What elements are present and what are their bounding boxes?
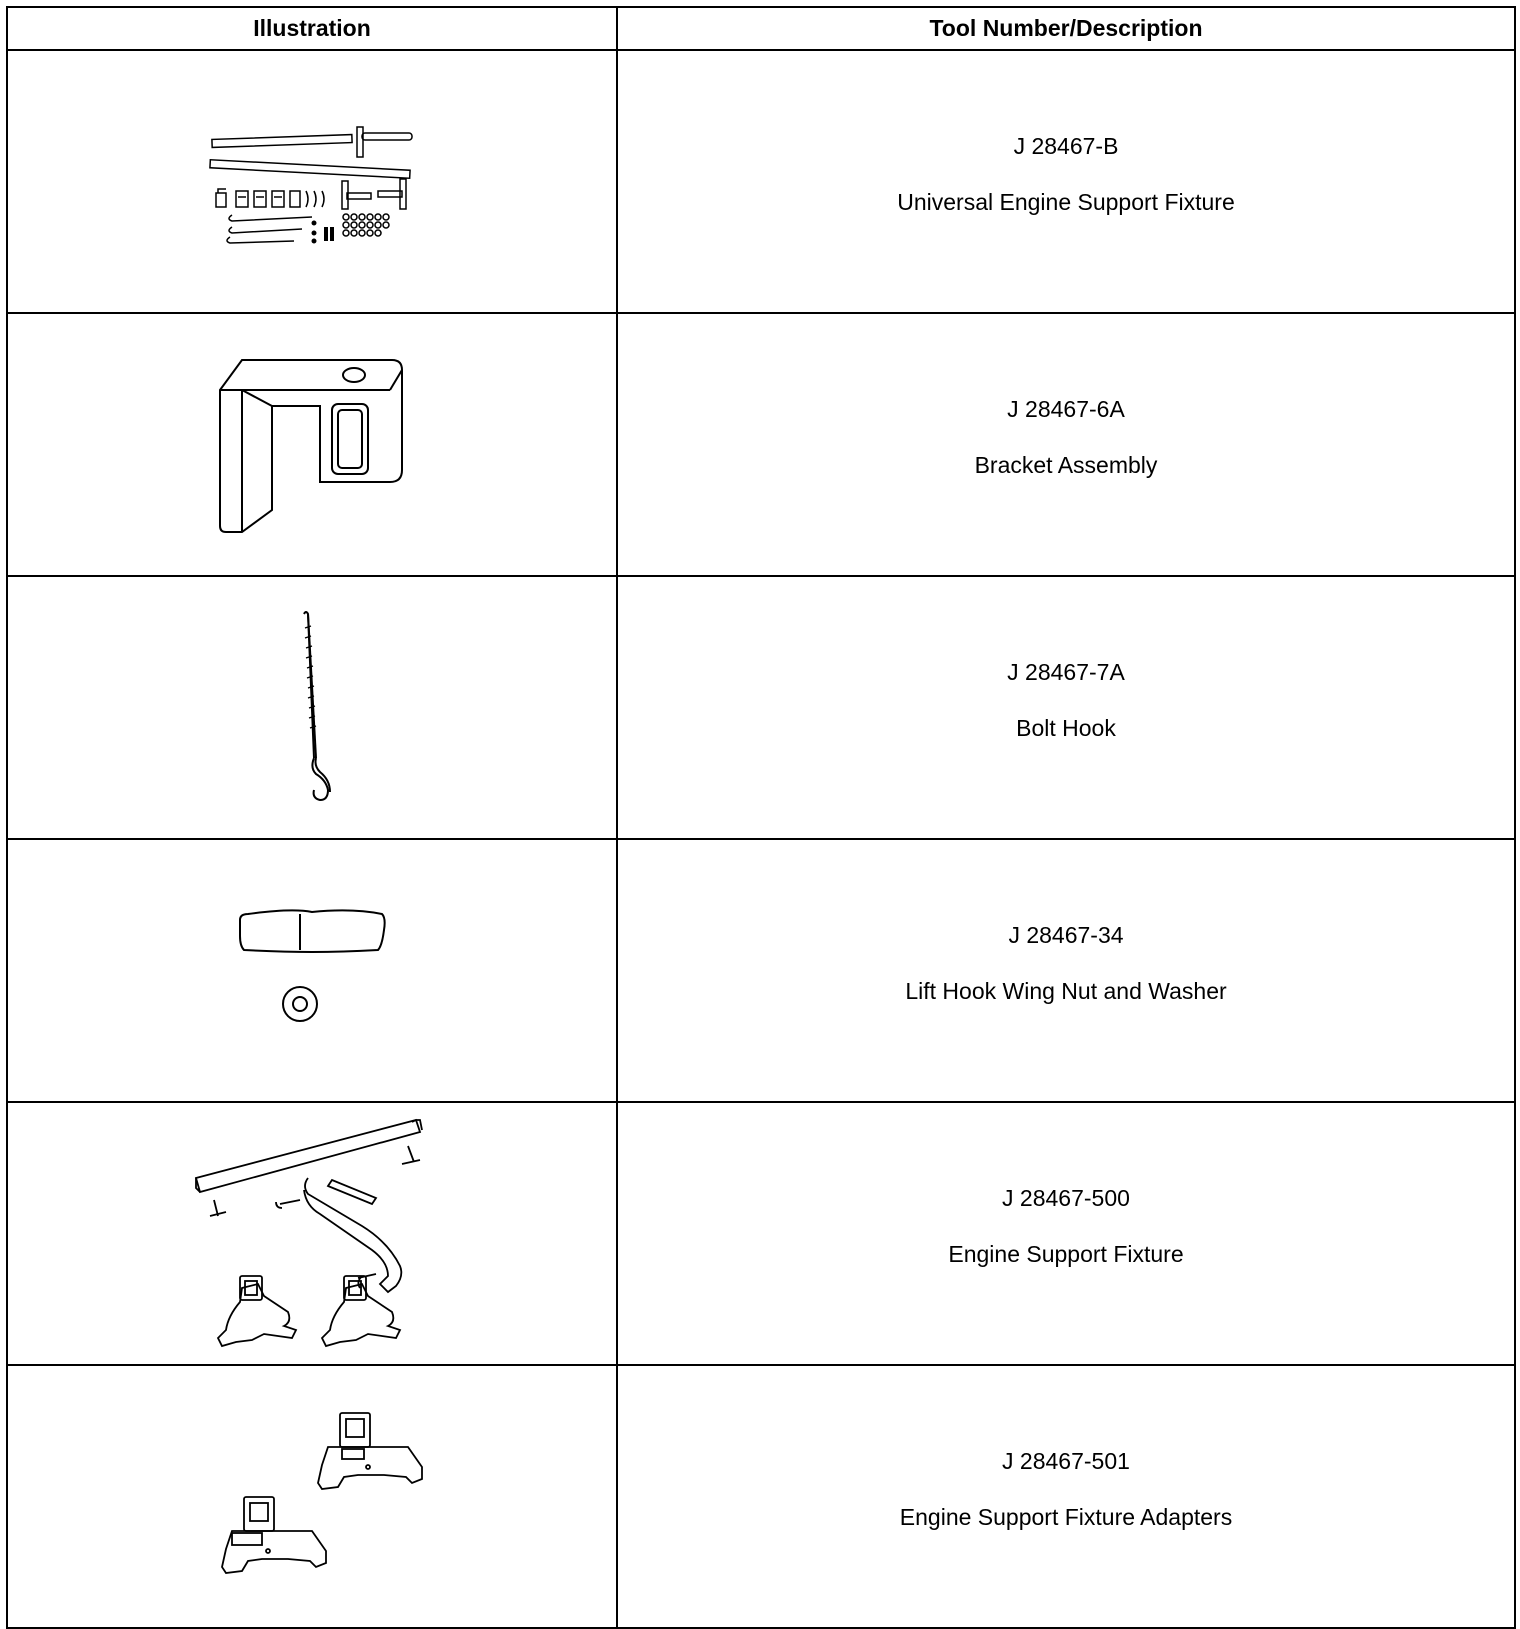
tool-description: Engine Support Fixture (948, 1241, 1184, 1267)
header-illustration: Illustration (7, 7, 617, 50)
tool-description: Bolt Hook (1016, 715, 1116, 741)
bolt-hook-icon (282, 608, 342, 808)
description-cell (617, 1365, 1515, 1628)
illustration-cell (7, 1365, 617, 1628)
description-cell (617, 1102, 1515, 1365)
table-row (7, 1365, 1515, 1628)
tool-description: Lift Hook Wing Nut and Washer (905, 978, 1227, 1004)
illustration-cell (7, 1102, 617, 1365)
fixture-adapters-icon (192, 1407, 432, 1587)
description-cell (617, 50, 1515, 313)
header-row (7, 7, 1515, 50)
illustration-cell (7, 839, 617, 1102)
tool-description: Universal Engine Support Fixture (897, 189, 1235, 215)
tool-number: J 28467-34 (1008, 922, 1124, 948)
illustration-cell (7, 313, 617, 576)
illustration-cell (7, 50, 617, 313)
description-cell (617, 839, 1515, 1102)
tool-number: J 28467-7A (1007, 659, 1125, 685)
wing-nut-washer-icon (232, 906, 392, 1036)
engine-support-fixture-icon (192, 1116, 432, 1351)
tools-table (6, 6, 1516, 1629)
tool-number: J 28467-500 (1002, 1185, 1130, 1211)
table-row (7, 576, 1515, 839)
header-tool-number-description: Tool Number/Description (617, 7, 1515, 50)
tool-description: Bracket Assembly (974, 452, 1158, 478)
table-row (7, 313, 1515, 576)
table-row (7, 839, 1515, 1102)
tool-number: J 28467-501 (1002, 1448, 1130, 1474)
tool-description: Engine Support Fixture Adapters (899, 1504, 1233, 1530)
table-row (7, 1102, 1515, 1365)
illustration-cell (7, 576, 617, 839)
tool-number: J 28467-B (1013, 133, 1119, 159)
engine-support-kit-icon (202, 117, 422, 247)
table-row (7, 50, 1515, 313)
description-cell (617, 576, 1515, 839)
tool-number: J 28467-6A (1007, 396, 1125, 422)
description-cell (617, 313, 1515, 576)
bracket-assembly-icon (212, 350, 412, 540)
